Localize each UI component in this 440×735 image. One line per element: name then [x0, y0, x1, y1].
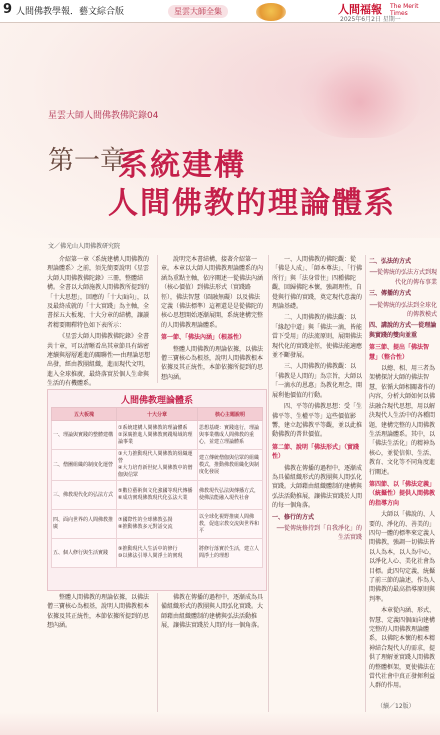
newspaper-logo-en: The Merit Times	[390, 3, 419, 17]
subsection-heading: 四、講說的方式──從理論與實踐的雙向並重	[369, 322, 437, 339]
byline: 文／佛光山人間佛教研究院	[48, 243, 121, 250]
table-cell: ⑦國際性的全球佛教弘揚 ⑧推動佛教多元對話交流	[117, 510, 198, 539]
newspaper-logo: 人間福報	[338, 3, 382, 16]
table-cell: 建立傳統僧伽與信眾的組織模式，推動佛教組織化與制度化發展	[198, 450, 263, 481]
table-cell: 佛教現代弘法與傳播方式，使佛法能融入現代社會	[198, 481, 263, 510]
paragraph: 說明完本書結構，接著介紹第一章。本章以大師人間佛教理論體系的內涵為重點主軸，依序闡述一從佛法內涵（核心價值）到佛法形式（實踐路徑），佛法智慧（圓融無礙）以及佛法定義（佛法標準）這裡還是是從佛陀的核心思想開始逐漸展開，系統建構完整的人間佛教理論體系。	[161, 256, 264, 329]
table-cell: ①系統建構人間佛教的理論體系 ②深廣推進人間佛教實踐場域的理論事業	[117, 421, 198, 450]
series-badge: 星雲大師全集	[168, 5, 228, 18]
subsection-note: ──從傳統的弘法到全球化的傳教模式	[369, 301, 437, 319]
column-1	[47, 255, 152, 391]
subsection-heading: 一、修行的方式	[272, 513, 315, 521]
column-2	[272, 255, 362, 705]
master-portrait-image	[256, 3, 286, 21]
table-row	[52, 481, 263, 510]
column-divider	[157, 255, 158, 383]
paragraph: 大師以「佛說的、人要的、淨化的、善美的」四句一體的標準來定義人間佛教，強調一切佛法皆以人為本，以人為中心，以淨化人心、美化社會為目標。此四句定義，統攝了前三節的論述，作為人間佛教的最高指導原則與判準。	[369, 511, 436, 603]
paragraph: 一、人間佛教的佛陀觀：從「佛是人成」、「師本尊法」、「行佛所行」與「法身常住」四種佛陀觀，回歸佛陀本懷，強調理性，自覺與行佛的實踐，奠定現代意義的理論基礎。	[272, 256, 362, 311]
table-row	[52, 510, 263, 539]
paragraph: 整體人間佛教的理論依據，以佛法僧三寶核心為根基，說明人間佛教根本依據及其正統性，本節依據所提到的思想內涵。	[47, 594, 150, 630]
column-2c	[161, 593, 264, 705]
headline-line-2: 人間佛教的理論體系	[108, 186, 396, 221]
table-cell: ⑤數位藝術與文化強國等現代傳播 ⑥成功實現佛教現代化弘法大業	[117, 481, 198, 510]
paragraph: 四、平等的佛教思想：受「生佛平等、生權平等」這些價值影響，建立起佛教平等觀，並以此推動佛教的普世價值。	[272, 403, 362, 439]
table-cell: 四、面向世界的人間佛教推廣	[52, 510, 117, 539]
table-cell: ③大力推動現代人間佛教的組織運營 ④大力培育新世紀人間佛教中的僧伽與信眾	[117, 450, 198, 481]
paragraph: 二、人間佛教的佛法觀：以「緣起中道」與「佛法一滴，皆能當下受用」的法流原則，展開佛法現代化的實踐途徑，使佛法能適應並不斷發展。	[272, 314, 362, 360]
series-title: 星雲大師人間佛教佛陀錄04	[48, 111, 159, 121]
table	[51, 407, 263, 568]
table-header-cell: 核心主題說明	[198, 408, 263, 421]
subsection-note: ──從傳統修持到「自我淨化」的生活實踐	[276, 524, 362, 542]
section-title: 人間佛教學報．藝文綜合版	[16, 7, 125, 17]
page-number: 9	[3, 2, 13, 17]
table-title: 人間佛教理論體系	[120, 396, 193, 406]
paragraph: 整體人間佛教的理論依據，以佛法僧三寶核心為根基，說明人間佛教根本依據及其正統性，本節依據所提到的思想內涵。	[161, 345, 264, 381]
table-header-cell: 十大分章	[117, 408, 198, 421]
table-row	[52, 539, 263, 568]
paragraph: 三、人間佛教的佛教觀：以「佛教是人間的」為宗旨，大師以「一滴水的恩惠」為教化理念，開展利他價值的行動。	[272, 363, 362, 399]
section-heading: 第二節、說明「佛法形式」（實踐性）	[272, 443, 360, 461]
table-cell: 三、佛教現代化的弘法方式	[52, 481, 117, 510]
theory-system-table	[47, 389, 267, 591]
paragraph: 以總、相、用三者為架構探討大師的佛法智慧，依循大師相關著作的內容，分析大師如何以佛法融合現代思想，用以解決現代人生活中的各種問題，建構完整的人間佛教生活理論體系。其中，以「佛法生活化」的精神為核心，並從信仰、生活、教育、文化等不同角度進行闡述。	[369, 365, 436, 476]
section-heading: 第一節、「佛法內涵」（根基性）	[161, 334, 246, 342]
paragraph: 本章從內涵、形式、智慧、定義四個面向建構完整的人間佛教理論體系，以佛陀本懷的根本精神結合現代人的需求，提供了理解並實踐人間佛教的整體框架，更使佛法在當代社會中真正發揮利益人群的作用。	[369, 607, 436, 690]
top-bar	[0, 0, 440, 23]
table-cell: 思想基礎：實踐進行，理論與事業構成人間佛教的重心，並建立理論體系	[198, 421, 263, 450]
chapter-label: 第一章	[48, 146, 127, 176]
table-cell: 一、理論與實踐的整體建構	[52, 421, 117, 450]
subsection-note: ──從傳統的弘法方式到現代化的傳布事業	[369, 269, 437, 286]
table-cell: 五、個人修行與生活實踐	[52, 539, 117, 568]
lotus-decoration	[300, 48, 420, 138]
column-1b	[161, 255, 264, 384]
table-header-row	[52, 408, 263, 421]
table-row	[52, 421, 263, 450]
section-heading: 第三節、提出「佛法智慧」（整合性）	[369, 344, 430, 361]
table-cell: 二、僧團組織的制度化運營	[52, 450, 117, 481]
issue-date: 2025年6月2日 星期一	[340, 16, 401, 23]
paragraph: 佛教在傳播的過程中，逐漸成為具備組織形式的教團與人間弘化實踐。大師藉由組織體制的建構與弘法活動推展，讓佛法實踐於人間的每一個角落。	[161, 594, 264, 630]
subsection-heading: 二、弘法的方式	[369, 258, 412, 265]
column-divider	[157, 593, 158, 713]
bottom-band	[0, 712, 440, 735]
column-divider	[365, 255, 366, 715]
table-cell: 將修行落實於生活，建立人間淨土的理想	[198, 539, 263, 568]
headline-line-1: 系統建構	[118, 148, 246, 183]
paragraph: 介紹第一章〈系統建構人間佛教的理論體系〉之前，須先簡要說明《星雲大師人間佛教佛陀錄》三冊，整體結構。全書以大師施教人間佛教所提到的「十大思想」，回應的「十大面向」，以及最終成就的「十大實踐」為主軸，全書採五大板塊、十大分章的結構，讓讀者精要闡釋特色如下表所示：	[47, 256, 150, 329]
table-header-cell: 五大板塊	[52, 408, 117, 421]
section-heading: 第四節、以「佛法定義」（統攝性）提供人間佛教的指導方向	[369, 480, 436, 507]
column-3	[369, 255, 437, 698]
continued-note: （續／12版）	[377, 703, 415, 710]
table-cell: 以全球化視野推廣人間佛教，促進宗教交流與世界和平	[198, 510, 263, 539]
paragraph: 佛教在傳播的過程中，逐漸成為具備組織形式的教團與人間弘化實踐。大師藉由組織體制的建構與弘法活動推展，讓佛法實踐於人間的每一個角落。	[272, 464, 362, 510]
subsection-heading: 三、傳播的方式	[369, 290, 412, 298]
paragraph: 《星雲大師人間佛教佛陀錄》全書共十章，可以清晰看出其章節具有綿密連續與層層遞進的關聯性──由理論思想出發，經由教團組織，進而現代文明，進入全球推廣，最終落實於個人生命與生活的有機體系。	[47, 333, 151, 388]
table-cell: ⑨推動現代人生活中的修行 ⑩以佛法引導人間淨土的實現	[117, 539, 198, 568]
table-row	[52, 450, 263, 481]
column-divider	[268, 255, 269, 715]
column-1c	[47, 593, 152, 705]
